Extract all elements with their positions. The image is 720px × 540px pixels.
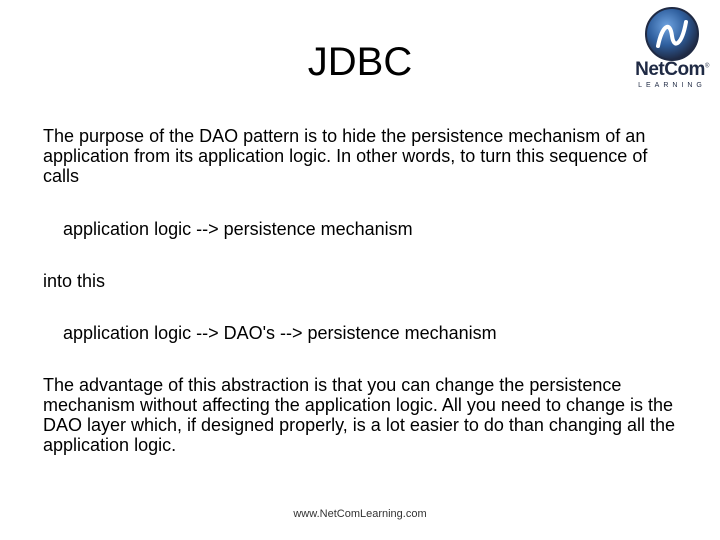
logo-wordmark	[630, 60, 714, 79]
logo-brand: NetCom	[635, 59, 705, 80]
body-transition: into this	[43, 271, 106, 291]
slide-body	[43, 126, 683, 455]
logo-trademark: ®	[704, 63, 709, 70]
footer-url: www.NetComLearning.com	[293, 508, 427, 520]
globe-logo-icon	[644, 6, 700, 62]
body-paragraph-advantage: The advantage of this abstraction is that you can change the persistence mechanism without affecting the application logic. All you need to change is the DAO layer which, if designed properly, is a lot easier to do than changing all the application logic.	[43, 375, 676, 455]
netcom-learning-logo	[630, 6, 714, 96]
body-sequence-after: application logic --> DAO's --> persistence mechanism	[63, 323, 497, 343]
body-sequence-before: application logic --> persistence mechanism	[63, 219, 413, 239]
slide-title: JDBC	[307, 40, 413, 84]
body-paragraph-intro: The purpose of the DAO pattern is to hide the persistence mechanism of an application from its application logic. In other words, to turn this sequence of calls	[43, 126, 648, 186]
logo-subtitle: LEARNING	[638, 82, 706, 89]
